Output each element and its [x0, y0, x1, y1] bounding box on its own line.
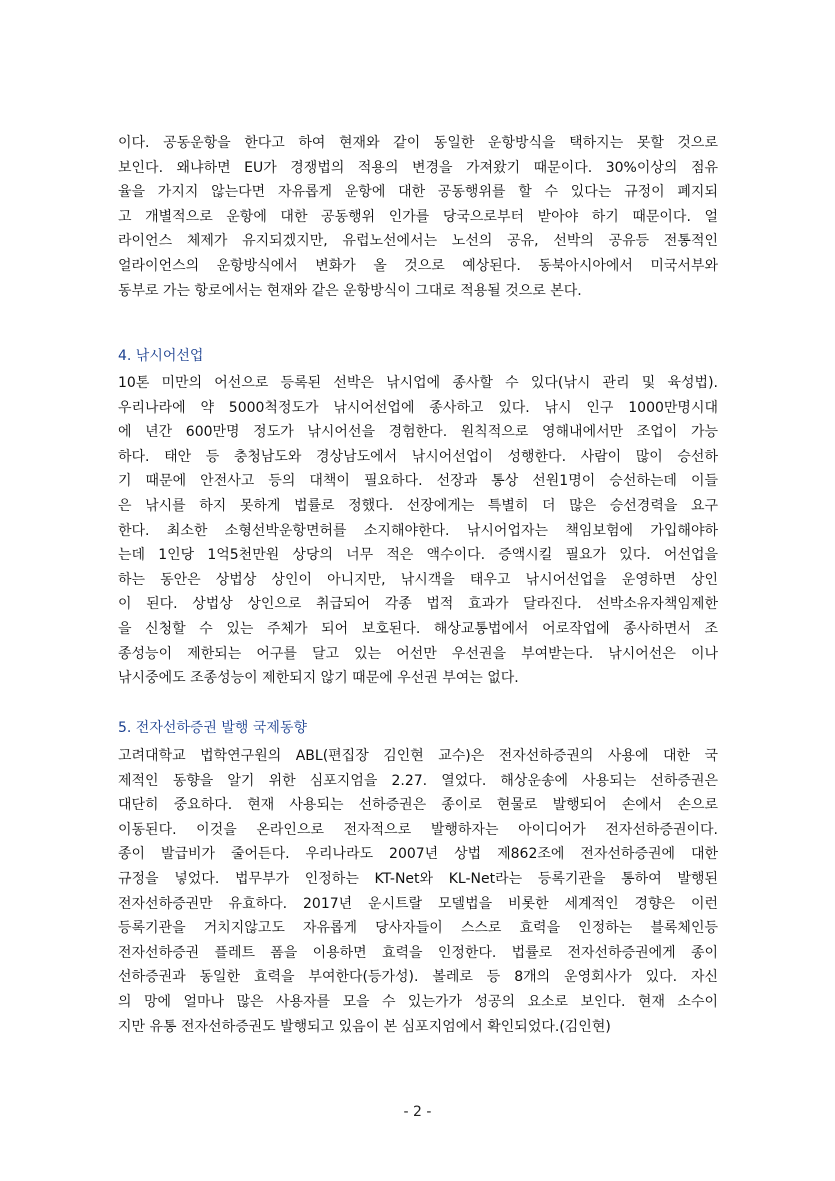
section-5-paragraph [118, 744, 718, 1039]
text-line: 종이 발급비가 줄어든다. 우리나라도 2007년 상법 제862조에 전자선하증권에 대한 [118, 846, 718, 863]
text-line: 고려대학교 법학연구원의 ABL(편집장 김인현 교수)은 전자선하증권의 사용에 대한 국 [118, 748, 718, 764]
text-line: 에 년간 600만명 정도가 낚시어선을 경험한다. 원칙적으로 영해내에서만 조업이 가능 [118, 424, 718, 441]
text-line: 규정을 넣었다. 법무부가 인정하는 KT-Net와 KL-Net라는 등록기관을 통하여 발행된 [118, 870, 718, 887]
text-line: 하는 동안은 상법상 상인이 아니지만, 낚시객을 태우고 낚시어선업을 운영하면 상인 [118, 571, 718, 588]
intro-paragraph [118, 131, 718, 303]
text-line: 은 낚시를 하지 못하게 법률로 정했다. 선장에게는 특별히 더 많은 승선경력을 요구 [118, 497, 718, 514]
text-line: 고 개별적으로 운항에 대한 공동행위 인가를 당국으로부터 받아야 하기 때문이다. 얼 [118, 208, 718, 225]
text-line: 을 신청할 수 있는 주체가 되어 보호된다. 해상교통법에서 어로작업에 종사하면서 조 [118, 620, 718, 637]
text-line: 얼라이언스의 운항방식에서 변화가 올 것으로 예상된다. 동북아시아에서 미국서부와 [118, 257, 718, 274]
text-line: 10톤 미만의 어선으로 등록된 선박은 낚시업에 종사할 수 있다(낚시 관리 및 육성법). [118, 375, 718, 391]
text-line: 이다. 공동운항을 한다고 하여 현재와 같이 동일한 운항방식을 택하지는 못할 것으로 [118, 135, 718, 151]
text-line: 이동된다. 이것을 온라인으로 전자적으로 발행하자는 아이디어가 전자선하증권이다. [118, 821, 718, 838]
section-4-paragraph [118, 371, 718, 691]
text-line: 하다. 태안 등 충청남도와 경상남도에서 낚시어선업이 성행한다. 사람이 많이 승선하 [118, 448, 718, 465]
section-5-heading: 5. 전자선하증권 발행 국제동향 [118, 720, 307, 736]
text-line: 선하증권과 동일한 효력을 부여한다(등가성). 볼레로 등 8개의 운영회사가 있다. 자신 [118, 969, 718, 986]
text-line: 전자선하증권 플레트 폼을 이용하면 효력을 인정한다. 법률로 전자선하증권에게 종이 [118, 944, 718, 961]
section-4-heading: 4. 낚시어선업 [118, 348, 204, 364]
text-line: 의 망에 얼마나 많은 사용자를 모을 수 있는가가 성공의 요소로 보인다. 현재 소수이 [118, 993, 718, 1010]
text-line: 이 된다. 상법상 상인으로 취급되어 각종 법적 효과가 달라진다. 선박소유자책임제한 [118, 596, 718, 613]
text-line: 종성능이 제한되는 어구를 달고 있는 어선만 우선권을 부여받는다. 낚시어선은 이나 [118, 645, 718, 662]
text-line: 대단히 중요하다. 현재 사용되는 선하증권은 종이로 현물로 발행되어 손에서 손으로 [118, 797, 718, 814]
text-line: 지만 유통 전자선하증권도 발행되고 있음이 본 심포지엄에서 확인되었다.(김인현) [118, 1018, 611, 1035]
text-line: 라이언스 체제가 유지되겠지만, 유럽노선에서는 노선의 공유, 선박의 공유등 전통적인 [118, 233, 718, 250]
text-line: 낚시중에도 조종성능이 제한되지 않기 때문에 우선권 부여는 없다. [118, 670, 519, 687]
text-line: 율을 가지지 않는다면 자유롭게 운항에 대한 공동행위를 할 수 있다는 규정이 폐지되 [118, 184, 718, 201]
text-line: 전자선하증권만 유효하다. 2017년 운시트랄 모델법을 비롯한 세계적인 경향은 이런 [118, 895, 718, 912]
text-line: 기 때문에 안전사고 등의 대책이 필요하다. 선장과 통상 선원1명이 승선하는데 이들 [118, 473, 718, 490]
text-line: 제적인 동향을 알기 위한 심포지엄을 2.27. 열었다. 해상운송에 사용되는 선하증권은 [118, 772, 718, 789]
text-line: 한다. 최소한 소형선박운항면허를 소지해야한다. 낚시어업자는 책임보험에 가입해야하 [118, 522, 718, 539]
text-line: 등록기관을 거치지않고도 자유롭게 당사자들이 스스로 효력을 인정하는 블록체인등 [118, 920, 718, 937]
page-number: - 2 - [403, 1104, 432, 1120]
text-line: 우리나라에 약 5000척정도가 낚시어선업에 종사하고 있다. 낚시 인구 1000만명시대 [118, 399, 718, 416]
text-line: 동부로 가는 항로에서는 현재와 같은 운항방식이 그대로 적용될 것으로 본다. [118, 282, 582, 299]
text-line: 는데 1인당 1억5천만원 상당의 너무 적은 액수이다. 증액시킬 필요가 있다. 어선업을 [118, 547, 718, 564]
text-line: 보인다. 왜냐하면 EU가 경쟁법의 적용의 변경을 가져왔기 때문이다. 30%이상의 점유 [118, 159, 718, 176]
